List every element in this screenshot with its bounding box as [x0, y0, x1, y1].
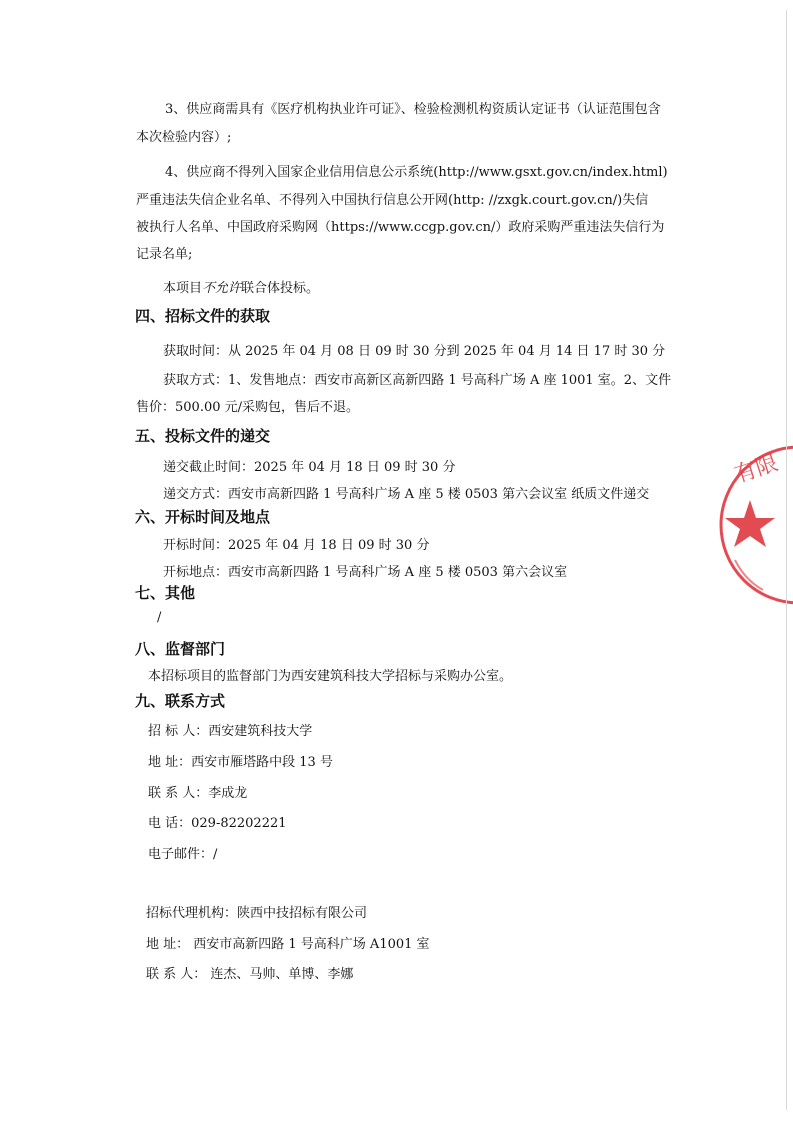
- requirement-4-line-2: 严重违法失信企业名单、不得列入中国执行信息公开网(http: //zxgk.court.gov.cn/)失信: [136, 193, 649, 208]
- section-6-heading: 六、开标时间及地点: [135, 508, 271, 526]
- tenderer-phone: 电 话：029-82202221: [148, 816, 287, 831]
- agency-name: 招标代理机构：陕西中技招标有限公司: [146, 906, 368, 921]
- submission-method: 递交方式：西安市高新四路 1 号高科广场 A 座 5 楼 0503 第六会议室 纸质文件递交: [163, 487, 650, 502]
- seal-star: [725, 500, 775, 547]
- requirement-3-line-1: 3、供应商需具有《医疗机构执业许可证》、检验检测机构资质认定证书（认证范围包含: [165, 102, 661, 117]
- tenderer-contact: 联 系 人：李成龙: [148, 786, 248, 801]
- scan-edge-line: [786, 10, 787, 1110]
- seal-text: 有限: [731, 450, 782, 489]
- section-8-heading: 八、监督部门: [135, 640, 226, 658]
- requirement-4-line-3: 被执行人名单、中国政府采购网（https://www.ccgp.gov.cn/）政府采购严重违法失信行为: [136, 220, 665, 235]
- consortium-suffix: 联合体投标。: [241, 281, 320, 296]
- tenderer-email: 电子邮件：/: [148, 847, 218, 862]
- supervision-content: 本招标项目的监督部门为西安建筑科技大学招标与采购办公室。: [148, 669, 513, 684]
- tenderer: 招 标 人：西安建筑科技大学: [148, 724, 313, 739]
- section-7-heading: 七、其他: [135, 584, 196, 602]
- other-content: /: [157, 610, 162, 625]
- company-seal-stamp: [715, 440, 793, 610]
- opening-place: 开标地点：西安市高新四路 1 号高科广场 A 座 5 楼 0503 第六会议室: [163, 565, 568, 580]
- agency-address: 地 址： 西安市高新四路 1 号高科广场 A1001 室: [146, 937, 430, 952]
- consortium-prefix: 本项目: [163, 281, 203, 296]
- consortium-not-allowed: 不允许: [202, 281, 242, 296]
- section-4-heading: 四、招标文件的获取: [135, 307, 271, 325]
- consortium-note: [163, 280, 319, 298]
- agency-contact: 联 系 人： 连杰、马帅、单博、李娜: [146, 967, 354, 982]
- tenderer-address: 地 址：西安市雁塔路中段 13 号: [148, 755, 333, 770]
- section-9-heading: 九、联系方式: [135, 692, 226, 710]
- section-5-heading: 五、投标文件的递交: [135, 427, 271, 445]
- submission-deadline: 递交截止时间：2025 年 04 月 18 日 09 时 30 分: [163, 460, 456, 475]
- opening-time: 开标时间：2025 年 04 月 18 日 09 时 30 分: [163, 538, 430, 553]
- requirement-3-line-2: 本次检验内容）;: [136, 130, 232, 145]
- requirement-4-line-4: 记录名单;: [136, 247, 193, 262]
- requirement-4-line-1: 4、供应商不得列入国家企业信用信息公示系统(http://www.gsxt.gov.cn/index.html): [165, 165, 668, 180]
- acquisition-method-line-1: 获取方式：1、发售地点：西安市高新区高新四路 1 号高科广场 A 座 1001 室。2、文件: [163, 373, 672, 388]
- acquisition-time: 获取时间：从 2025 年 04 月 08 日 09 时 30 分到 2025 年 04 月 14 日 17 时 30 分: [163, 344, 666, 359]
- acquisition-method-line-2: 售价：500.00 元/采购包，售后不退。: [136, 400, 359, 415]
